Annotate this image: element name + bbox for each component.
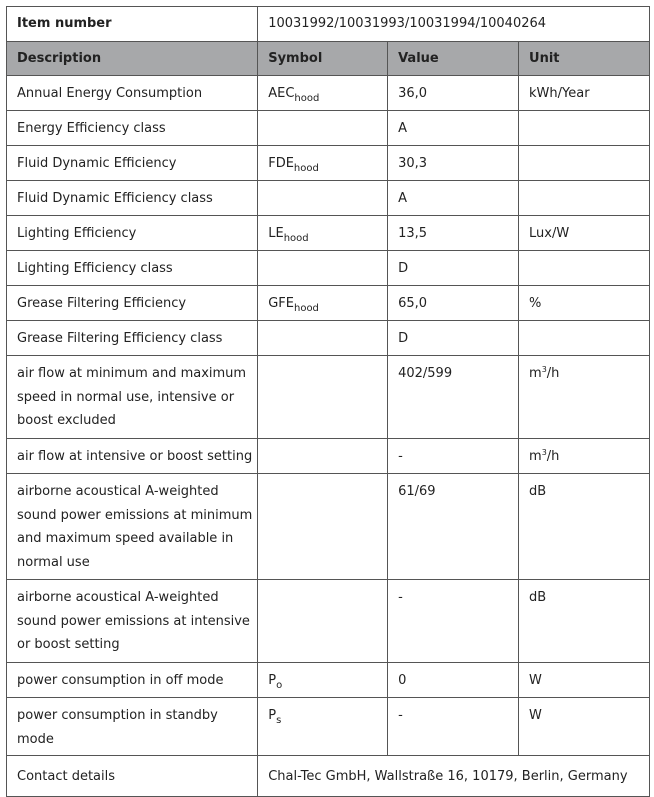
- symbol-base: GFE: [268, 296, 294, 311]
- row-symbol: [258, 251, 388, 286]
- header-symbol: Symbol: [258, 42, 388, 76]
- row-unit: [519, 251, 650, 286]
- row-value: -: [388, 439, 519, 474]
- row-value: 13,5: [388, 216, 519, 251]
- row-description: Grease Filtering Efficiency class: [7, 321, 258, 356]
- row-symbol: [258, 111, 388, 146]
- contact-label: Contact details: [7, 756, 258, 797]
- unit-superscript: 3: [541, 365, 547, 374]
- row-symbol: [258, 286, 388, 321]
- table-row: [7, 76, 650, 111]
- symbol-subscript: hood: [293, 163, 319, 174]
- row-symbol: [258, 76, 388, 111]
- row-description: Energy Efficiency class: [7, 111, 258, 146]
- row-symbol: [258, 216, 388, 251]
- column-header-row: [7, 42, 650, 76]
- row-value: 36,0: [388, 76, 519, 111]
- row-value: A: [388, 111, 519, 146]
- row-symbol: [258, 439, 388, 474]
- table-row: [7, 286, 650, 321]
- contact-row: [7, 756, 650, 797]
- symbol-base: FDE: [268, 156, 294, 171]
- row-value: 30,3: [388, 146, 519, 181]
- table-row: [7, 439, 650, 474]
- table-row: [7, 698, 650, 756]
- row-unit: W: [519, 698, 650, 756]
- item-number-label: Item number: [7, 7, 258, 42]
- row-description: airborne acoustical A-weighted sound power emissions at intensive or boost setting: [7, 580, 258, 663]
- header-description: Description: [7, 42, 258, 76]
- symbol-base: LE: [268, 226, 284, 241]
- row-description: Fluid Dynamic Efficiency class: [7, 181, 258, 216]
- row-value: 61/69: [388, 474, 519, 580]
- row-description: Lighting Efficiency: [7, 216, 258, 251]
- row-unit: W: [519, 663, 650, 698]
- item-number-row: [7, 7, 650, 42]
- row-unit: [519, 356, 650, 439]
- row-unit: dB: [519, 474, 650, 580]
- table-row: [7, 321, 650, 356]
- table-row: [7, 580, 650, 663]
- row-unit: kWh/Year: [519, 76, 650, 111]
- symbol-subscript: hood: [294, 93, 320, 104]
- table-row: [7, 181, 650, 216]
- header-unit: Unit: [519, 42, 650, 76]
- row-symbol: [258, 580, 388, 663]
- row-value: D: [388, 251, 519, 286]
- symbol-subscript: s: [276, 715, 282, 726]
- symbol-subscript: hood: [293, 303, 319, 314]
- row-unit: [519, 146, 650, 181]
- unit-base: m: [529, 449, 542, 464]
- row-unit: Lux/W: [519, 216, 650, 251]
- row-value: D: [388, 321, 519, 356]
- contact-value: Chal-Tec GmbH, Wallstraße 16, 10179, Berlin, Germany: [258, 756, 650, 797]
- symbol-subscript: o: [276, 680, 283, 691]
- row-value: 402/599: [388, 356, 519, 439]
- row-unit: [519, 321, 650, 356]
- row-description: Lighting Efficiency class: [7, 251, 258, 286]
- symbol-base: P: [268, 708, 277, 723]
- row-unit: [519, 181, 650, 216]
- row-description: Grease Filtering Efficiency: [7, 286, 258, 321]
- row-value: 65,0: [388, 286, 519, 321]
- symbol-subscript: hood: [283, 233, 309, 244]
- unit-tail: /h: [546, 449, 560, 464]
- row-unit: dB: [519, 580, 650, 663]
- table-row: [7, 356, 650, 439]
- row-unit: [519, 111, 650, 146]
- item-number-value: 10031992/10031993/10031994/10040264: [258, 7, 650, 42]
- row-unit: [519, 439, 650, 474]
- row-value: A: [388, 181, 519, 216]
- row-symbol: [258, 474, 388, 580]
- table-row: [7, 474, 650, 580]
- symbol-base: P: [268, 673, 277, 688]
- row-value: -: [388, 698, 519, 756]
- row-description: power consumption in off mode: [7, 663, 258, 698]
- table-row: [7, 251, 650, 286]
- unit-superscript: 3: [541, 448, 547, 457]
- row-symbol: [258, 698, 388, 756]
- product-information-table: [6, 6, 650, 797]
- row-symbol: [258, 663, 388, 698]
- row-description: airborne acoustical A-weighted sound power emissions at minimum and maximum speed available in normal use: [7, 474, 258, 580]
- row-description: Fluid Dynamic Efficiency: [7, 146, 258, 181]
- row-symbol: [258, 356, 388, 439]
- row-description: Annual Energy Consumption: [7, 76, 258, 111]
- row-description: air flow at minimum and maximum speed in normal use, intensive or boost excluded: [7, 356, 258, 439]
- unit-base: m: [529, 366, 542, 381]
- row-description: power consumption in standby mode: [7, 698, 258, 756]
- row-value: -: [388, 580, 519, 663]
- row-symbol: [258, 146, 388, 181]
- header-value: Value: [388, 42, 519, 76]
- table-row: [7, 663, 650, 698]
- table-row: [7, 216, 650, 251]
- table-row: [7, 146, 650, 181]
- row-symbol: [258, 321, 388, 356]
- row-description: air flow at intensive or boost setting: [7, 439, 258, 474]
- row-value: 0: [388, 663, 519, 698]
- unit-tail: /h: [546, 366, 560, 381]
- row-unit: %: [519, 286, 650, 321]
- table-row: [7, 111, 650, 146]
- symbol-base: AEC: [268, 86, 295, 101]
- row-symbol: [258, 181, 388, 216]
